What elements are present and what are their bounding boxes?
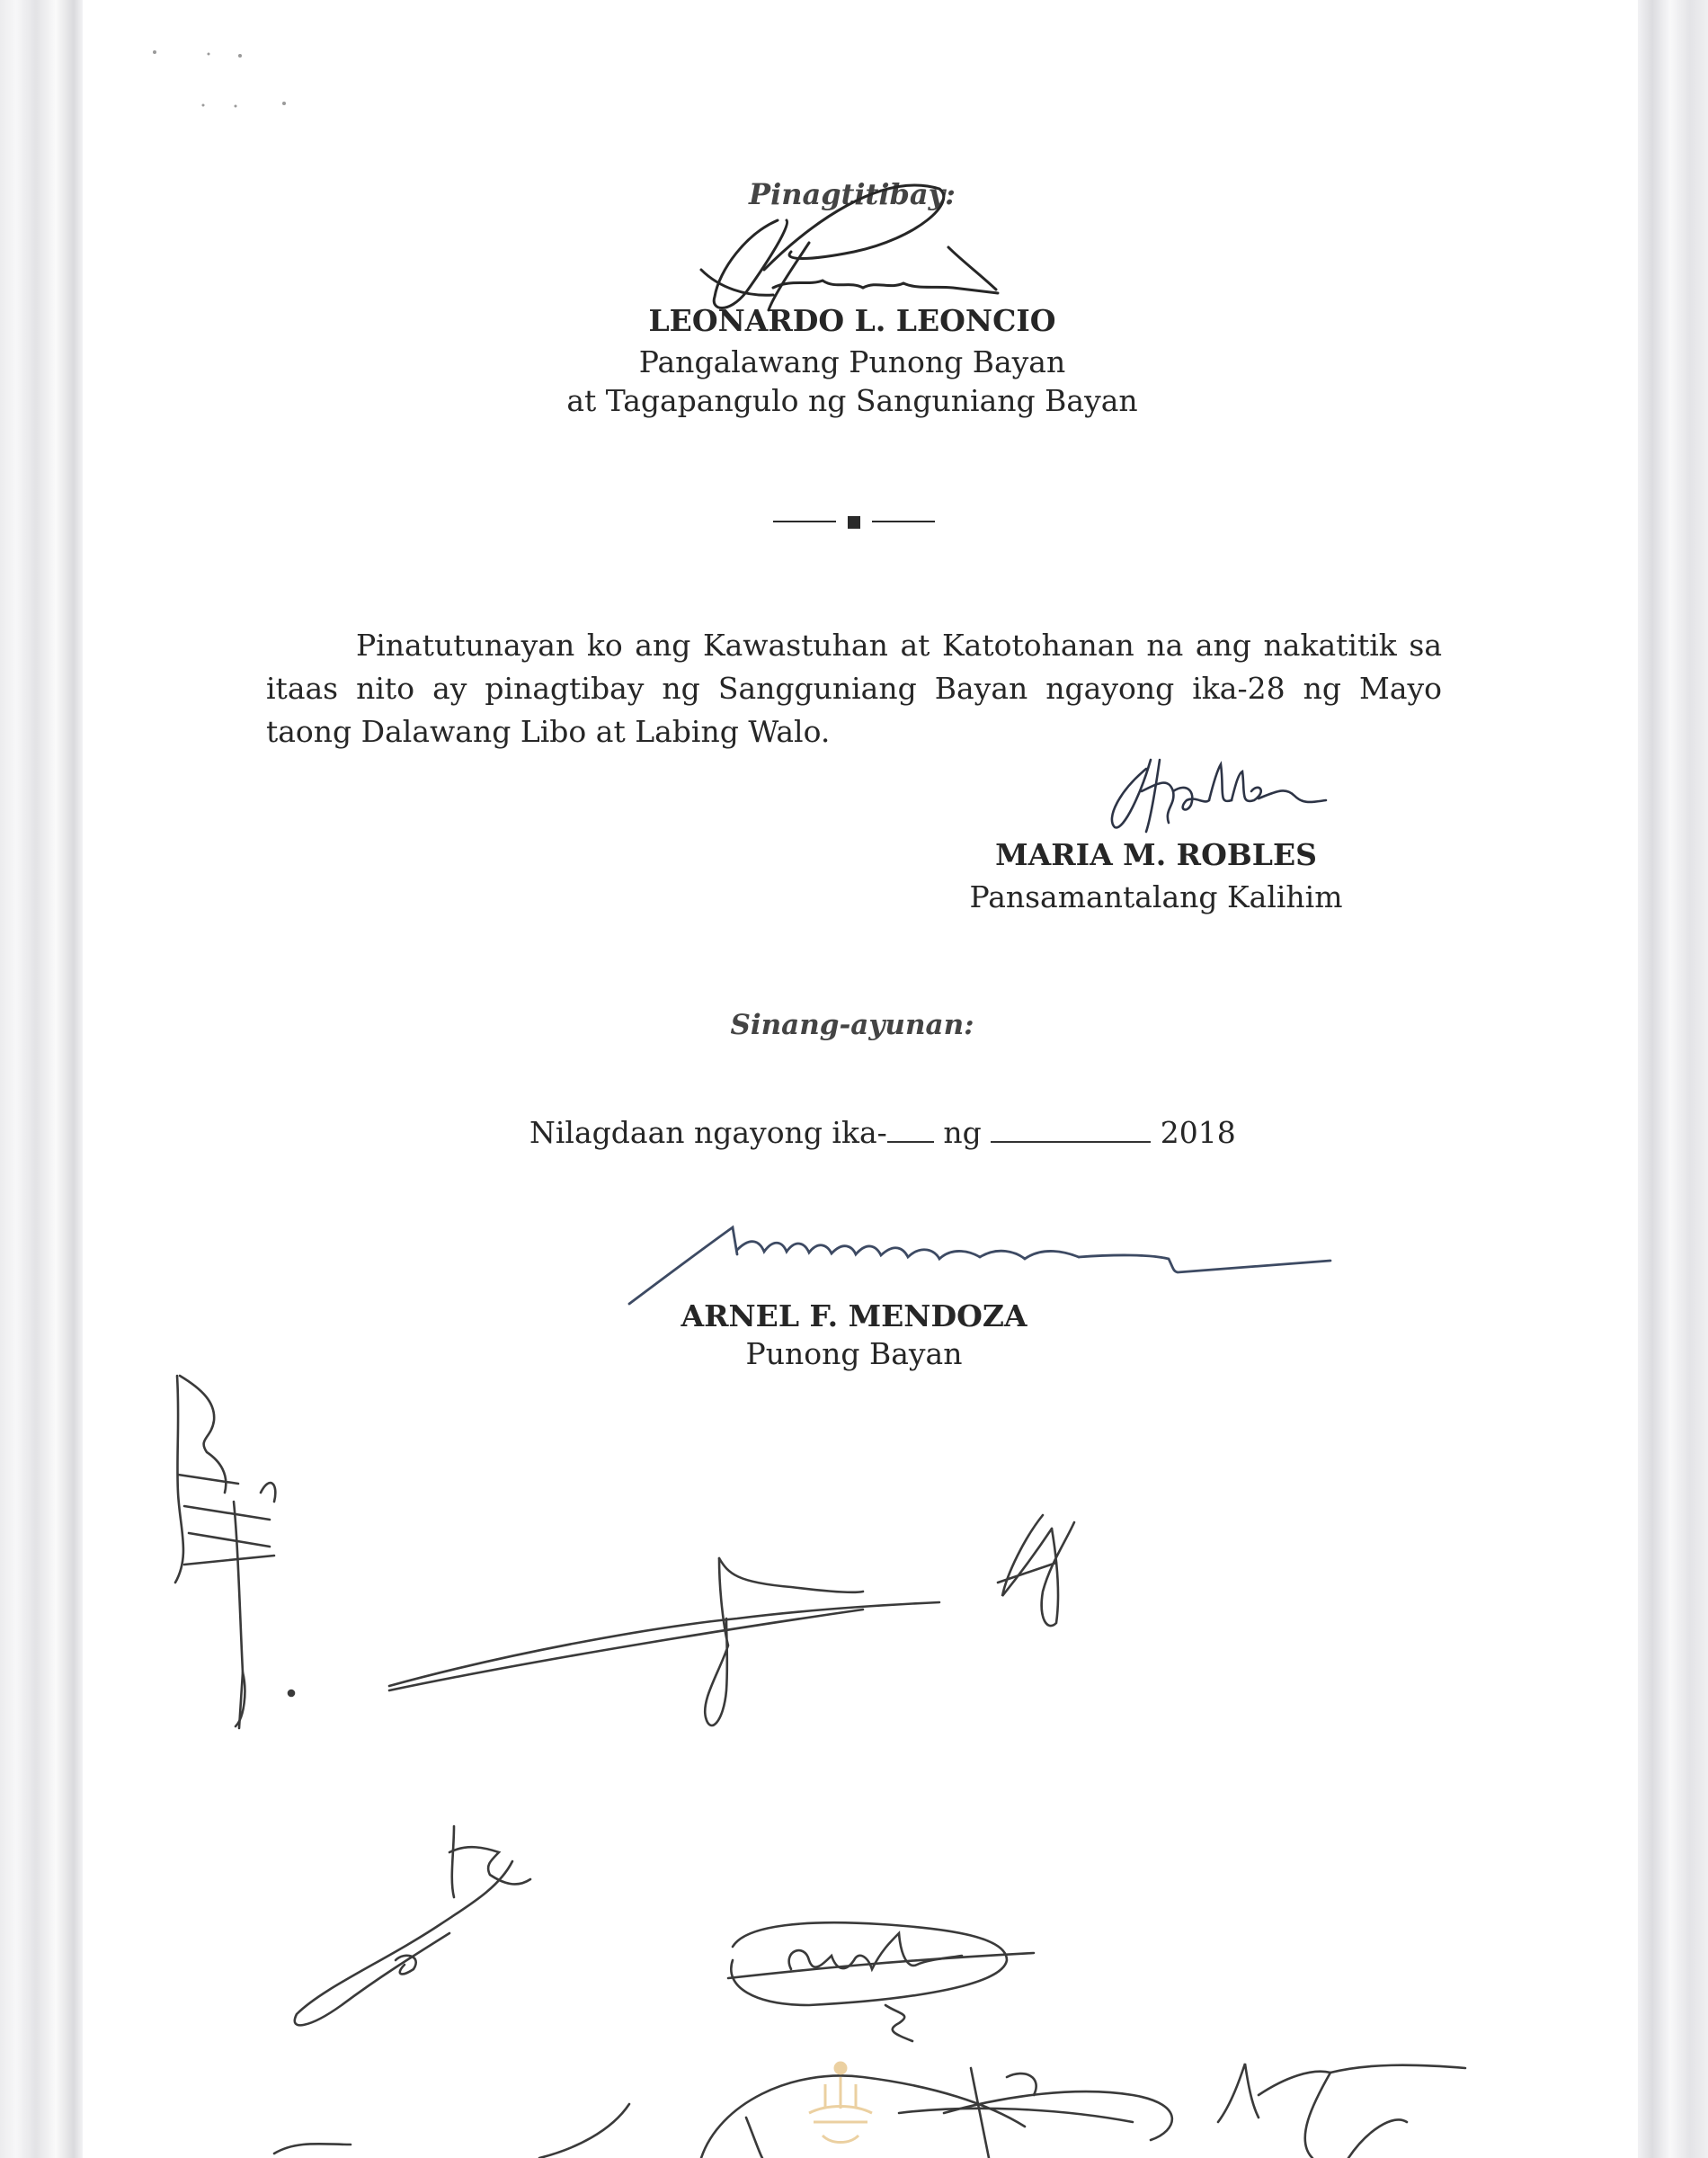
signed-date-line (529, 1115, 1236, 1150)
robles-signature (1112, 760, 1326, 832)
scan-edge-left (0, 0, 83, 2158)
mayor-name: ARNEL F. MENDOZA (681, 1298, 1027, 1333)
council-signatures (175, 1376, 1465, 2158)
signed-date-year: 2018 (1160, 1115, 1236, 1150)
signed-date-prefix: Nilagdaan ngayong ika- (529, 1115, 887, 1150)
approver-title-line1: Pangalawang Punong Bayan (638, 344, 1066, 379)
approver-name: LEONARDO L. LEONCIO (648, 303, 1056, 338)
month-blank (991, 1118, 1151, 1143)
scan-edge-right (1638, 0, 1708, 2158)
secretary-title: Pansamantalang Kalihim (969, 879, 1343, 914)
section-divider (773, 514, 935, 529)
approval-label: Pinagtitibay: (749, 177, 956, 211)
seal-watermark (809, 2063, 872, 2143)
secretary-name: MARIA M. ROBLES (995, 837, 1317, 872)
mayor-title: Punong Bayan (745, 1336, 963, 1371)
day-blank (887, 1118, 934, 1143)
signed-date-mid: ng (943, 1115, 982, 1150)
certification-paragraph: Pinatutunayan ko ang Kawastuhan at Katotohanan na ang nakatitik sa itaas nito ay pinagtibay ng Sangguniang Bayan ngayong ika-28 ng Mayo taong Dalawang Libo at Labing Walo. (266, 628, 1442, 749)
concurrence-label: Sinang-ayunan: (730, 1009, 974, 1041)
scan-specks (153, 50, 286, 108)
approver-title-line2: at Tagapangulo ng Sanguniang Bayan (566, 383, 1138, 418)
mendoza-signature (629, 1227, 1330, 1304)
